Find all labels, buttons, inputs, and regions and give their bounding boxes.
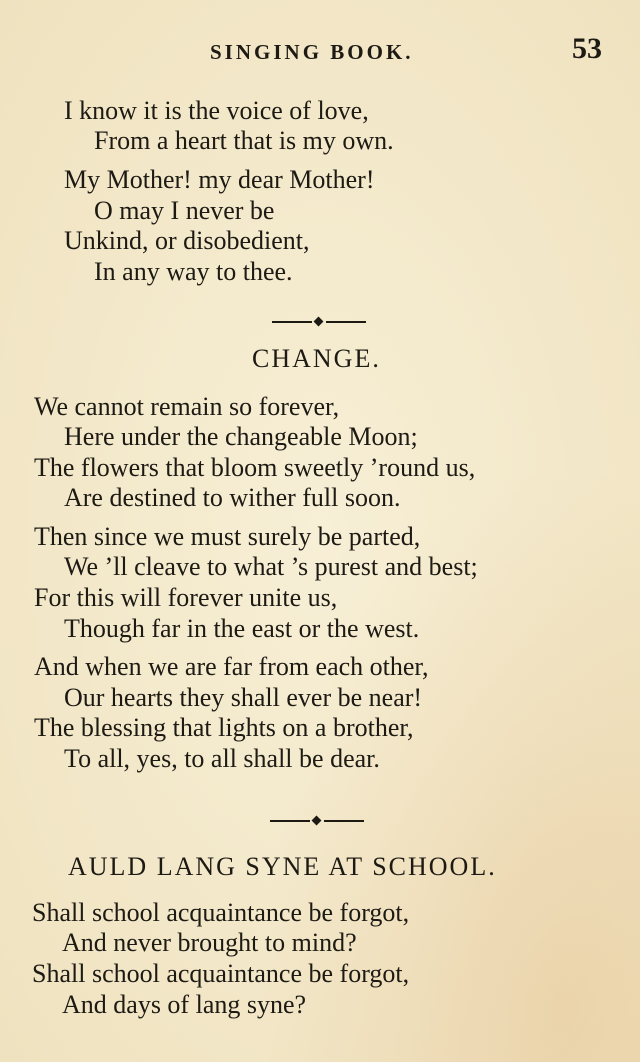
poem-line: From a heart that is my own. [94,126,394,155]
poem-line: Though far in the east or the west. [64,614,420,643]
poem-line: And when we are far from each other, [34,652,429,681]
poem-line: Shall school acquaintance be forgot, [32,898,410,927]
page-number: 53 [572,32,602,65]
poem-line: We cannot remain so forever, [34,392,340,421]
poem-line: The blessing that lights on a brother, [34,713,414,742]
running-head: SINGING BOOK. [210,40,414,64]
poem-line: O may I never be [94,196,275,225]
poem-line: We ’ll cleave to what ’s purest and best; [64,552,478,581]
poem-line: Unkind, or disobedient, [64,226,310,255]
poem-title: AULD LANG SYNE AT SCHOOL. [68,852,497,881]
poem-line: Our hearts they shall ever be near! [64,683,423,712]
poem-line: In any way to thee. [94,257,293,286]
poem-line: For this will forever unite us, [34,583,338,612]
poem-line: The flowers that bloom sweetly ’round us, [34,453,476,482]
poem-line: I know it is the voice of love, [64,96,369,125]
poem-title: CHANGE. [252,344,381,373]
poem-line: Here under the changeable Moon; [64,422,418,451]
poem-line: And never brought to mind? [62,928,357,957]
poem-line: Then since we must surely be parted, [34,522,421,551]
poem-line: Are destined to wither full soon. [64,483,401,512]
poem-line: To all, yes, to all shall be dear. [64,744,380,773]
poem-line: And days of lang syne? [62,990,307,1019]
poem-line: My Mother! my dear Mother! [64,165,375,194]
section-divider [270,815,364,827]
section-divider [272,316,366,328]
poem-line: Shall school acquaintance be forgot, [32,959,410,988]
